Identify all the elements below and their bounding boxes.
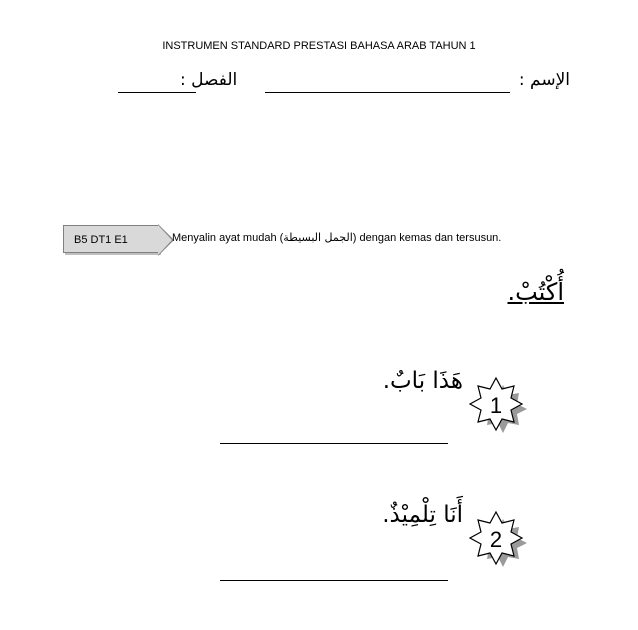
item-text-2: أَنَا تِلْمِيْذٌ. [382, 502, 463, 528]
desc-before: Menyalin ayat mudah ( [172, 232, 284, 244]
desc-arabic: الجمل البسيطة [283, 231, 353, 244]
item-write-line-1 [220, 443, 448, 444]
standard-code-badge [63, 225, 159, 253]
item-text-1: هَذَا بَابٌ. [382, 368, 463, 394]
item-number-2: 2 [489, 527, 503, 552]
item-number-1-wrap [464, 374, 528, 438]
class-label: الفصل : [180, 70, 238, 90]
instruction-heading: أُكْتُبْ. [507, 278, 564, 306]
standard-description [172, 231, 501, 244]
page-header-title: INSTRUMEN STANDARD PRESTASI BAHASA ARAB TAHUN 1 [162, 40, 476, 52]
item-number-2-wrap [464, 508, 528, 572]
name-label: الإسم : [518, 70, 570, 90]
desc-after: ) dengan kemas dan tersusun. [352, 232, 502, 244]
standard-code: B5 DT1 E1 [74, 234, 128, 246]
student-info-row [110, 70, 570, 100]
class-write-line [118, 92, 196, 93]
name-write-line [265, 92, 510, 93]
item-number-1: 1 [489, 393, 503, 418]
item-write-line-2 [220, 580, 448, 581]
